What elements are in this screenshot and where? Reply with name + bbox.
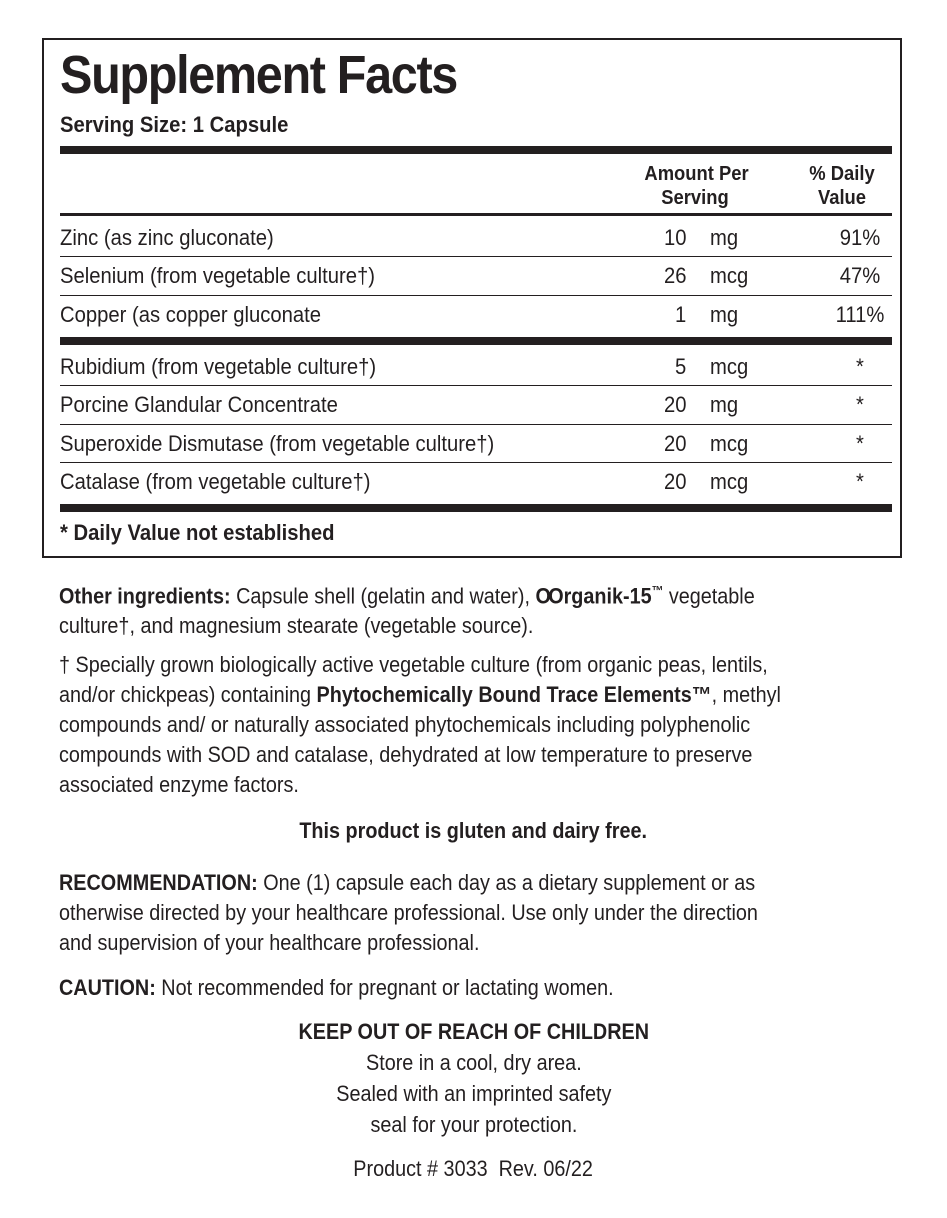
product-code-text: Product # 3033 Rev. 06/22	[353, 1156, 594, 1181]
gluten-free-statement	[0, 815, 947, 846]
nutrient-dv: 47%	[839, 263, 881, 288]
nutrient-amount: 5	[674, 354, 686, 379]
culture-note-line	[59, 680, 869, 710]
divider-thick	[60, 146, 892, 154]
nutrient-amount: 26	[663, 263, 686, 288]
nutrient-row	[60, 347, 892, 385]
nutrient-dv: *	[856, 469, 864, 494]
culture-note-line: compounds and/ or naturally associated phytochemicals including polyphenolic	[59, 712, 751, 737]
nutrient-dv: *	[856, 354, 864, 379]
culture-note-line: associated enzyme factors.	[59, 772, 299, 797]
other-ingredients	[59, 576, 869, 641]
recommendation	[59, 868, 869, 958]
culture-note-line: † Specially grown biologically active vegetable culture (from organic peas, lentils,	[59, 652, 768, 677]
nutrient-row	[60, 218, 892, 256]
nutrient-dv: *	[856, 392, 864, 417]
nutrient-name: Catalase (from vegetable culture†)	[60, 469, 371, 494]
product-code	[0, 1153, 947, 1184]
nutrient-name: Rubidium (from vegetable culture†)	[60, 354, 377, 379]
nutrient-name: Superoxide Dismutase (from vegetable culture†)	[60, 431, 495, 456]
nutrient-dv: 111%	[835, 302, 885, 327]
dv-footnote: * Daily Value not established	[60, 520, 335, 545]
culture-note	[59, 650, 869, 800]
header-amount-per-serving	[644, 162, 749, 210]
nutrient-amount: 10	[663, 225, 686, 250]
caution-text: Not recommended for pregnant or lactating women.	[155, 975, 614, 1000]
storage-heading-text: KEEP OUT OF REACH OF CHILDREN	[298, 1019, 649, 1044]
nutrient-unit: mg	[710, 392, 739, 417]
nutrient-unit: mg	[710, 225, 739, 250]
culture-note-text: and/or chickpeas) containing	[59, 682, 317, 707]
divider-thick	[60, 504, 892, 512]
nutrient-row	[60, 424, 892, 462]
organik-logo-mark: O	[535, 583, 549, 609]
nutrient-amount: 1	[674, 302, 686, 327]
header-daily-value	[800, 162, 885, 210]
nutrient-unit: mg	[710, 302, 739, 327]
nutrient-amount: 20	[663, 431, 686, 456]
storage-text: Sealed with an imprinted safety	[335, 1081, 612, 1106]
storage-heading	[0, 1016, 947, 1047]
recommendation-text: One (1) capsule each day as a dietary supplement or as	[257, 870, 756, 895]
nutrient-row	[60, 256, 892, 294]
organik-brand: Organik-15	[548, 583, 652, 609]
phytochemically-bound-brand: Phytochemically Bound Trace Elements™	[316, 682, 712, 707]
culture-note-line: compounds with SOD and catalase, dehydrated at low temperature to preserve	[59, 742, 753, 767]
header-dv-line2: Value	[817, 187, 867, 209]
storage-line	[0, 1109, 947, 1140]
nutrient-dv: 91%	[839, 225, 881, 250]
gluten-free-text: This product is gluten and dairy free.	[299, 818, 648, 843]
storage-text: seal for your protection.	[370, 1112, 577, 1137]
storage-line	[0, 1078, 947, 1109]
divider-thick	[60, 337, 892, 345]
other-ingredients-line2: culture†, and magnesium stearate (vegetable source).	[59, 613, 534, 639]
nutrient-name: Copper (as copper gluconate	[60, 302, 322, 327]
nutrient-unit: mcg	[710, 263, 749, 288]
panel-title: Supplement Facts	[60, 45, 457, 105]
recommendation-label: RECOMMENDATION:	[59, 870, 258, 895]
other-ingredients-line1	[59, 576, 869, 611]
caution	[59, 973, 869, 1003]
caution-line	[59, 973, 869, 1003]
recommendation-line	[59, 868, 869, 898]
nutrient-unit: mcg	[710, 469, 749, 494]
divider-header	[60, 213, 892, 216]
serving-size: Serving Size: 1 Capsule	[60, 112, 289, 137]
recommendation-line: otherwise directed by your healthcare professional. Use only under the direction	[59, 900, 758, 925]
nutrient-amount: 20	[663, 469, 686, 494]
other-ingredients-label: Other ingredients:	[59, 583, 231, 609]
nutrient-name: Selenium (from vegetable culture†)	[60, 263, 375, 288]
nutrient-unit: mcg	[710, 354, 749, 379]
header-amount-line2: Serving	[661, 187, 729, 209]
other-ingredients-text: Capsule shell (gelatin and water),	[230, 583, 536, 609]
culture-note-text: , methyl	[711, 682, 781, 707]
nutrient-name: Porcine Glandular Concentrate	[60, 392, 338, 417]
trademark-symbol: ™	[651, 583, 664, 598]
storage-text: Store in a cool, dry area.	[365, 1050, 582, 1075]
nutrient-row	[60, 295, 892, 333]
header-dv-line1: % Daily	[809, 163, 875, 185]
storage-block	[0, 1016, 947, 1140]
other-ingredients-text-2: vegetable	[663, 583, 755, 609]
header-amount-line1: Amount Per	[644, 163, 749, 185]
supplement-facts-panel	[42, 38, 902, 558]
nutrient-dv: *	[856, 431, 864, 456]
nutrient-name: Zinc (as zinc gluconate)	[60, 225, 274, 250]
storage-line	[0, 1047, 947, 1078]
recommendation-line: and supervision of your healthcare professional.	[59, 930, 480, 955]
nutrient-unit: mcg	[710, 431, 749, 456]
nutrient-row	[60, 385, 892, 423]
nutrient-amount: 20	[663, 392, 686, 417]
caution-label: CAUTION:	[59, 975, 156, 1000]
nutrient-row	[60, 462, 892, 500]
